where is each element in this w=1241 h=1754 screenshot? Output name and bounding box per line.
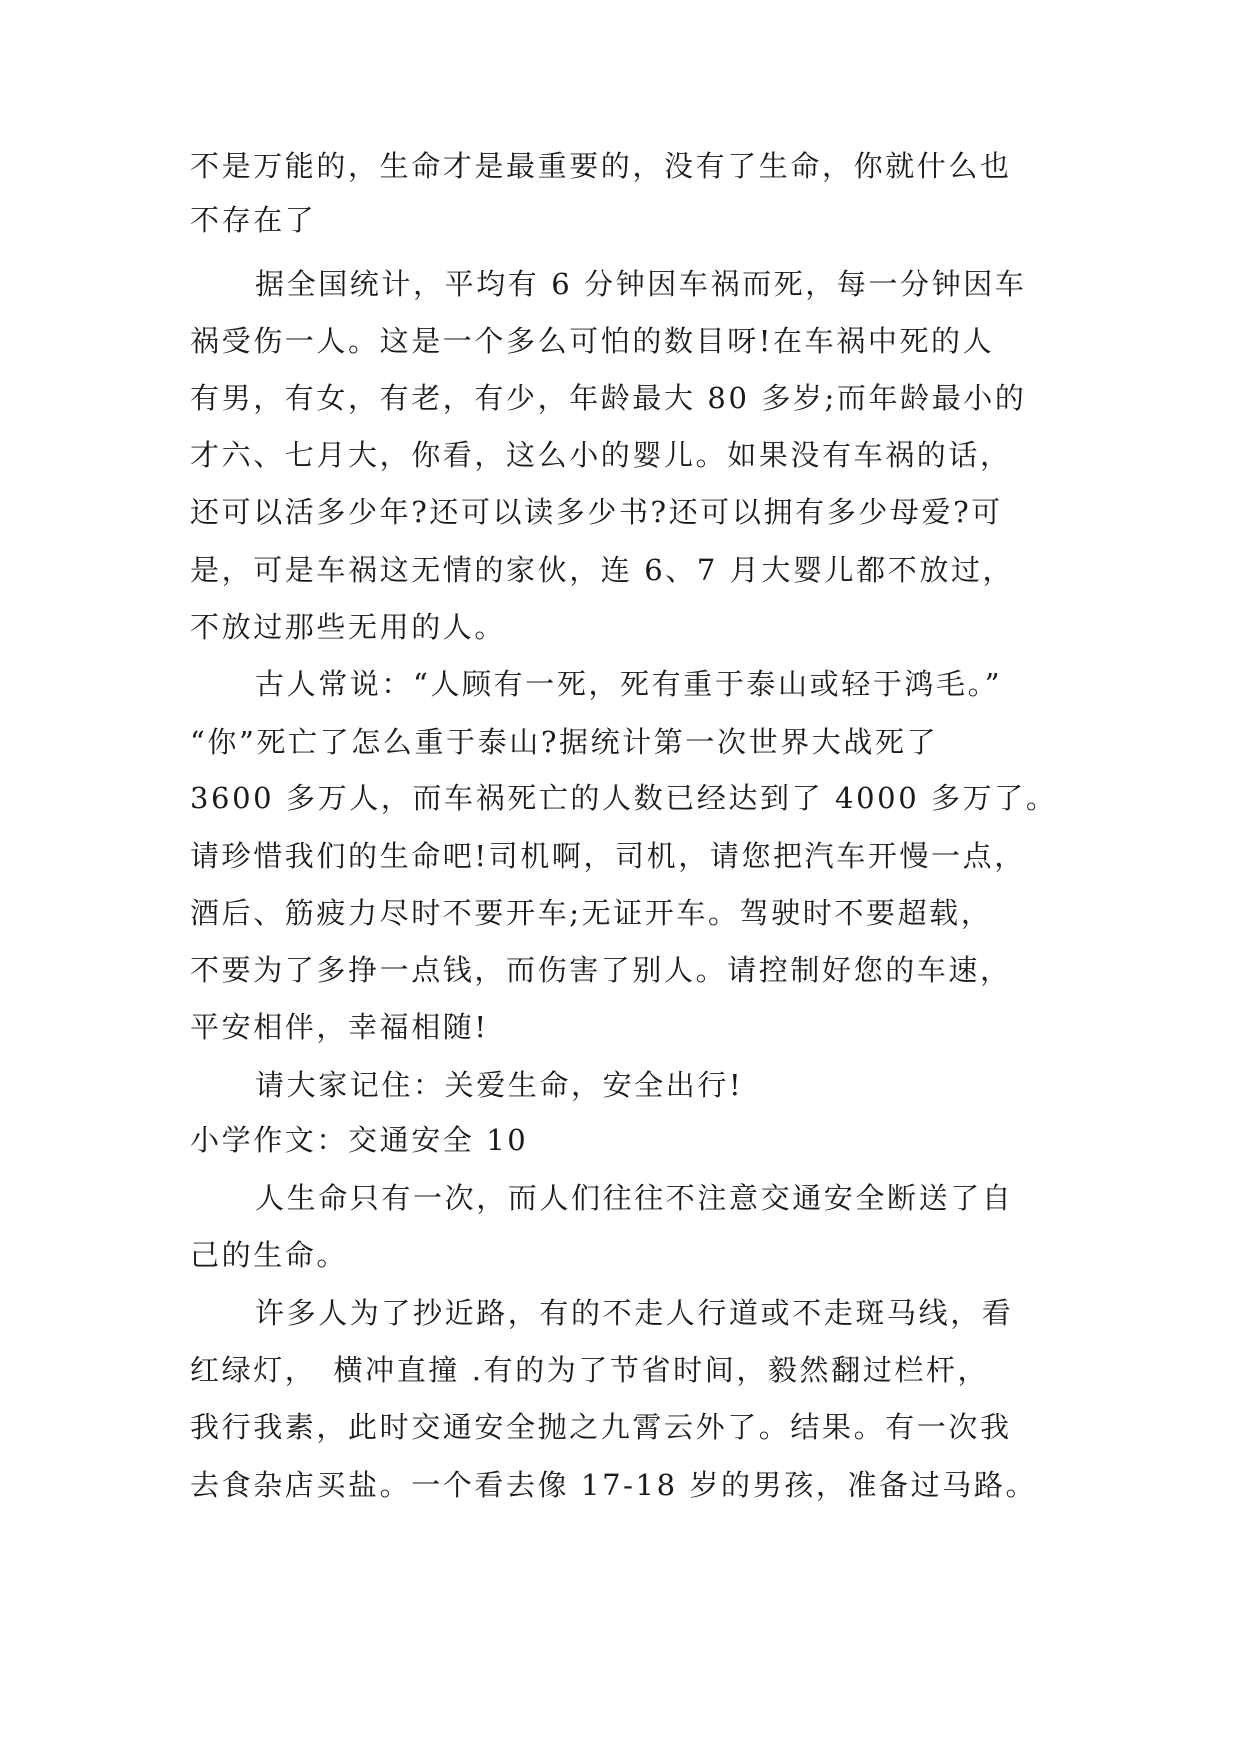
paragraph-start-line: 请大家记住：关爱生命，安全出行! bbox=[255, 1068, 744, 1102]
text-line: 还可以活多少年?还可以读多少书?还可以拥有多少母爱?可 bbox=[190, 495, 1003, 529]
section-heading: 小学作文：交通安全 10 bbox=[190, 1123, 529, 1157]
text-line: 有男，有女，有老，有少，年龄最大 80 多岁;而年龄最小的 bbox=[190, 381, 1027, 415]
text-line: 不是万能的，生命才是最重要的，没有了生命，你就什么也 bbox=[190, 149, 1012, 183]
text-line: 请珍惜我们的生命吧!司机啊，司机，请您把汽车开慢一点， bbox=[190, 839, 1026, 873]
text-line: 平安相伴，幸福相随! bbox=[190, 1010, 489, 1044]
text-line: 才六、七月大，你看，这么小的婴儿。如果没有车祸的话， bbox=[190, 438, 1012, 472]
text-line: 红绿灯， 横冲直撞 .有的为了节省时间，毅然翻过栏杆， bbox=[190, 1353, 990, 1387]
text-line: 己的生命。 bbox=[190, 1238, 349, 1272]
paragraph-start-line: 据全国统计，平均有 6 分钟因车祸而死，每一分钟因车 bbox=[255, 267, 1027, 301]
text-line: “你”死亡了怎么重于泰山?据统计第一次世界大战死了 bbox=[190, 725, 939, 759]
text-line: 不放过那些无用的人。 bbox=[190, 610, 507, 644]
text-line: 3600 多万人，而车祸死亡的人数已经达到了 4000 多万了。 bbox=[190, 781, 1058, 815]
text-line: 不存在了 bbox=[190, 203, 317, 237]
text-line: 祸受伤一人。这是一个多么可怕的数目呀!在车祸中死的人 bbox=[190, 324, 995, 358]
text-line: 是，可是车祸这无情的家伙，连 6、7 月大婴儿都不放过， bbox=[190, 553, 1015, 587]
text-line: 酒后、筋疲力尽时不要开车;无证开车。驾驶时不要超载， bbox=[190, 896, 993, 930]
text-line: 我行我素，此时交通安全抛之九霄云外了。结果。有一次我 bbox=[190, 1410, 1012, 1444]
paragraph-start-line: 人生命只有一次，而人们往往不注意交通安全断送了自 bbox=[255, 1181, 1014, 1215]
paragraph-start-line: 许多人为了抄近路，有的不走人行道或不走斑马线，看 bbox=[255, 1296, 1014, 1330]
text-line: 去食杂店买盐。一个看去像 17-18 岁的男孩，准备过马路。 bbox=[190, 1468, 1038, 1502]
paragraph-start-line: 古人常说：“人顾有一死，死有重于泰山或轻于鸿毛。” bbox=[255, 667, 1003, 701]
text-line: 不要为了多挣一点钱，而伤害了别人。请控制好您的车速， bbox=[190, 953, 1012, 987]
